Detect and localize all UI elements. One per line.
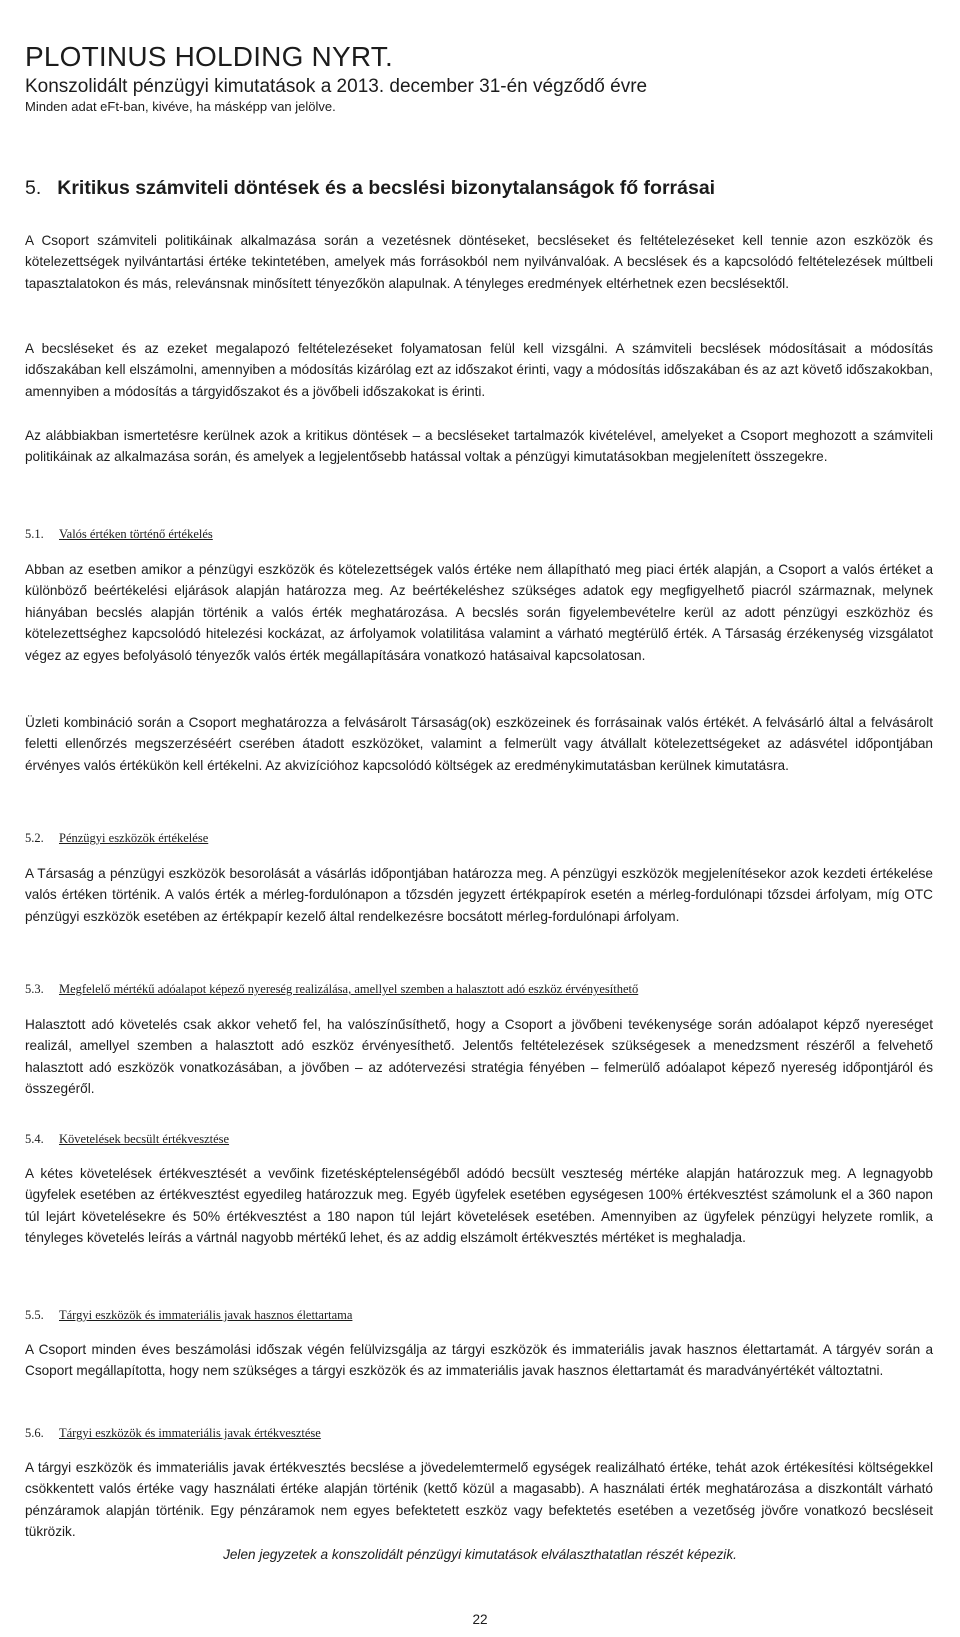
page-number: 22 xyxy=(472,1612,488,1627)
subsection-title: Pénzügyi eszközök értékelése xyxy=(59,831,209,845)
subsection-heading-5-1 xyxy=(25,526,213,542)
subsection-heading-5-3 xyxy=(25,981,638,997)
subsection-number: 5.1. xyxy=(25,527,44,541)
footer-note: Jelen jegyzetek a konszolidált pénzügyi kimutatások elválaszthatatlan részét képezik. xyxy=(223,1547,737,1562)
subsection-title: Tárgyi eszközök és immateriális javak értékvesztése xyxy=(59,1426,321,1440)
subsection-5-1-paragraph-2: Üzleti kombináció során a Csoport meghatározza a felvásárolt Társaság(ok) eszközeinek és forrásainak valós értékét. A felvásárló által a felvásárolt feletti ellenőrzés megszerzéséért cserében átadott eszközöket, valamint a felmerült vagy átvállalt kötelezettségeket az adásvétel időpontjában érvényes valós értékükön kell értékelni. Az akvizícióhoz kapcsolódó költségek az eredménykimutatásban kerülnek kimutatásra. xyxy=(25,715,933,773)
subsection-5-3-paragraph-1: Halasztott adó követelés csak akkor vehető fel, ha valószínűsíthető, hogy a Csoport a jövőbeni tevékenysége során adóalapot képző nyereséget realizál, amellyel szemben a halasztott adó eszköz érvényesíthető. Jelentős feltételezések szükségesek a menedzsment részéről a felvehető halasztott adó eszközök vonatkozásában, a jövőben – az adótervezési stratégia fényében – felmerülő adóalapot képező nyereség időpontjáról és összegéről. xyxy=(25,1017,933,1097)
report-subtitle: Konszolidált pénzügyi kimutatások a 2013. december 31-én végződő évre xyxy=(25,76,648,97)
subsection-number: 5.3. xyxy=(25,982,44,996)
subsection-heading-5-2 xyxy=(25,830,208,846)
subsection-heading-5-4 xyxy=(25,1131,229,1147)
subsection-number: 5.4. xyxy=(25,1132,44,1146)
subsection-5-4-paragraph-1: A kétes követelések értékvesztését a vevőink fizetésképtelenségéből adódó becsült veszteség mértéke alapján határozzuk meg. A legnagyobb ügyfelek esetében az értékvesztést egyedileg határozzuk meg. Egyéb ügyfelek esetében egységesen 100% értékvesztést számolunk el a 360 napon túl lejárt követelésekre és 50% értékvesztést a 180 napon túl lejárt követelések esetében. Amennyiben az ügyfelek pénzügyi helyzete romlik, a tényleges követelés leírás a vártnál nagyobb mértékű lehet, és az addig elszámolt értékvesztés mértéket is meghaladja. xyxy=(25,1166,933,1246)
subsection-title: Megfelelő mértékű adóalapot képező nyereség realizálása, amellyel szemben a halasztott adó eszköz érvényesíthető xyxy=(59,982,639,996)
subsection-5-1-paragraph-1: Abban az esetben amikor a pénzügyi eszközök és kötelezettségek valós értéke nem állapítható meg piaci érték alapján, a Csoport a valós értéket a különböző beértékelési eljárások alapján határozza meg. Az beértékeléshez szükséges adatok egy megfigyelhető piacról származnak, melynek hiányában becslés alapján történik a valós érték meghatározása. A becslés során figyelembevételre kerül az adott pénzügyi eszközhöz és kötelezettséghez kapcsolódó hitelezési kockázat, az árfolyamok volatilitása valamint a várható megtérülő érték. A Társaság érzékenység vizsgálatot végez az egyes befolyásoló tényezők valós érték megállapítására vonatkozó hatásaival kapcsolatosan. xyxy=(25,562,933,663)
currency-note: Minden adat eFt-ban, kivéve, ha másképp van jelölve. xyxy=(25,99,336,114)
subsection-number: 5.2. xyxy=(25,831,44,845)
subsection-title: Valós értéken történő értékelés xyxy=(59,527,213,541)
subsection-number: 5.6. xyxy=(25,1426,44,1440)
subsection-5-6-paragraph-1: A tárgyi eszközök és immateriális javak értékvesztés becslése a jövedelemtermelő egységek realizálható értéke, tehát azok értékesítési költségekkel csökkentett valós értéke vagy használati értéke alapján történik (kettő közül a magasabb). A használati érték meghatározása a diszkontált várható pénzáramok alapján történik. Egy pénzáramok nem egyes befektetett eszköz vagy befektetés esetében a vezetőség jövőre vonatkozó becsléseit tükrözik. xyxy=(25,1460,933,1540)
subsection-5-2-paragraph-1: A Társaság a pénzügyi eszközök besorolását a vásárlás időpontjában határozza meg. A pénzügyi eszközök megjelenítésekor azok kezdeti értékelése valós értéken történik. A valós érték a mérleg-fordulónapon a tőzsdén jegyzett értékpapírok esetén a mérleg-fordulónapi tőzsdei árfolyam, míg OTC pénzügyi eszközök esetében az értékpapír kezelő által rendelkezésre bocsátott mérleg-fordulónapi árfolyam. xyxy=(25,866,933,924)
section-heading xyxy=(25,176,715,200)
subsection-heading-5-6 xyxy=(25,1425,321,1441)
intro-paragraph-2: A becsléseket és az ezeket megalapozó feltételezéseket folyamatosan felül kell vizsgálni. A számviteli becslések módosításait a módosítás időszakában kell elszámolni, amennyiben a módosítás kizárólag ezt az időszakot érinti, vagy a módosítás időszakában és az azt követő időszakokban, amennyiben a módosítás a tárgyidőszakot és a jövőbeli időszakokat is érinti. xyxy=(25,341,933,399)
section-title: Kritikus számviteli döntések és a becslési bizonytalanságok fő forrásai xyxy=(57,177,716,199)
company-name: PLOTINUS HOLDING NYRT. xyxy=(25,41,393,72)
subsection-number: 5.5. xyxy=(25,1308,44,1322)
subsection-title: Tárgyi eszközök és immateriális javak hasznos élettartama xyxy=(59,1308,353,1322)
intro-paragraph-1: A Csoport számviteli politikáinak alkalmazása során a vezetésnek döntéseket, becsléseket és feltételezéseket kell tennie azon eszközök és kötelezettségek nyilvántartási értéke tekintetében, amelyek más forrásokból nem nyilvánvalóak. A becslések és a kapcsolódó feltételezések múltbeli tapasztalatokon és más, relevánsnak minősített tényezőkön alapulnak. A tényleges eredmények eltérhetnek ezen becslésektől. xyxy=(25,233,933,291)
subsection-title: Követelések becsült értékvesztése xyxy=(59,1132,230,1146)
subsection-heading-5-5 xyxy=(25,1307,352,1323)
intro-paragraph-3: Az alábbiakban ismertetésre kerülnek azok a kritikus döntések – a becsléseket tartalmazók kivételével, amelyeket a Csoport meghozott a számviteli politikáinak az alkalmazása során, és amelyek a legjelentősebb hatással voltak a pénzügyi kimutatásokban megjelenített összegekre. xyxy=(25,428,933,465)
subsection-5-5-paragraph-1: A Csoport minden éves beszámolási időszak végén felülvizsgálja az tárgyi eszközök és immateriális javak hasznos élettartamát. A tárgyév során a Csoport megállapította, hogy nem szükséges a tárgyi eszközök és az immateriális javak hasznos élettartamát és maradványértékét változtatni. xyxy=(25,1342,933,1379)
section-number: 5. xyxy=(25,177,42,199)
